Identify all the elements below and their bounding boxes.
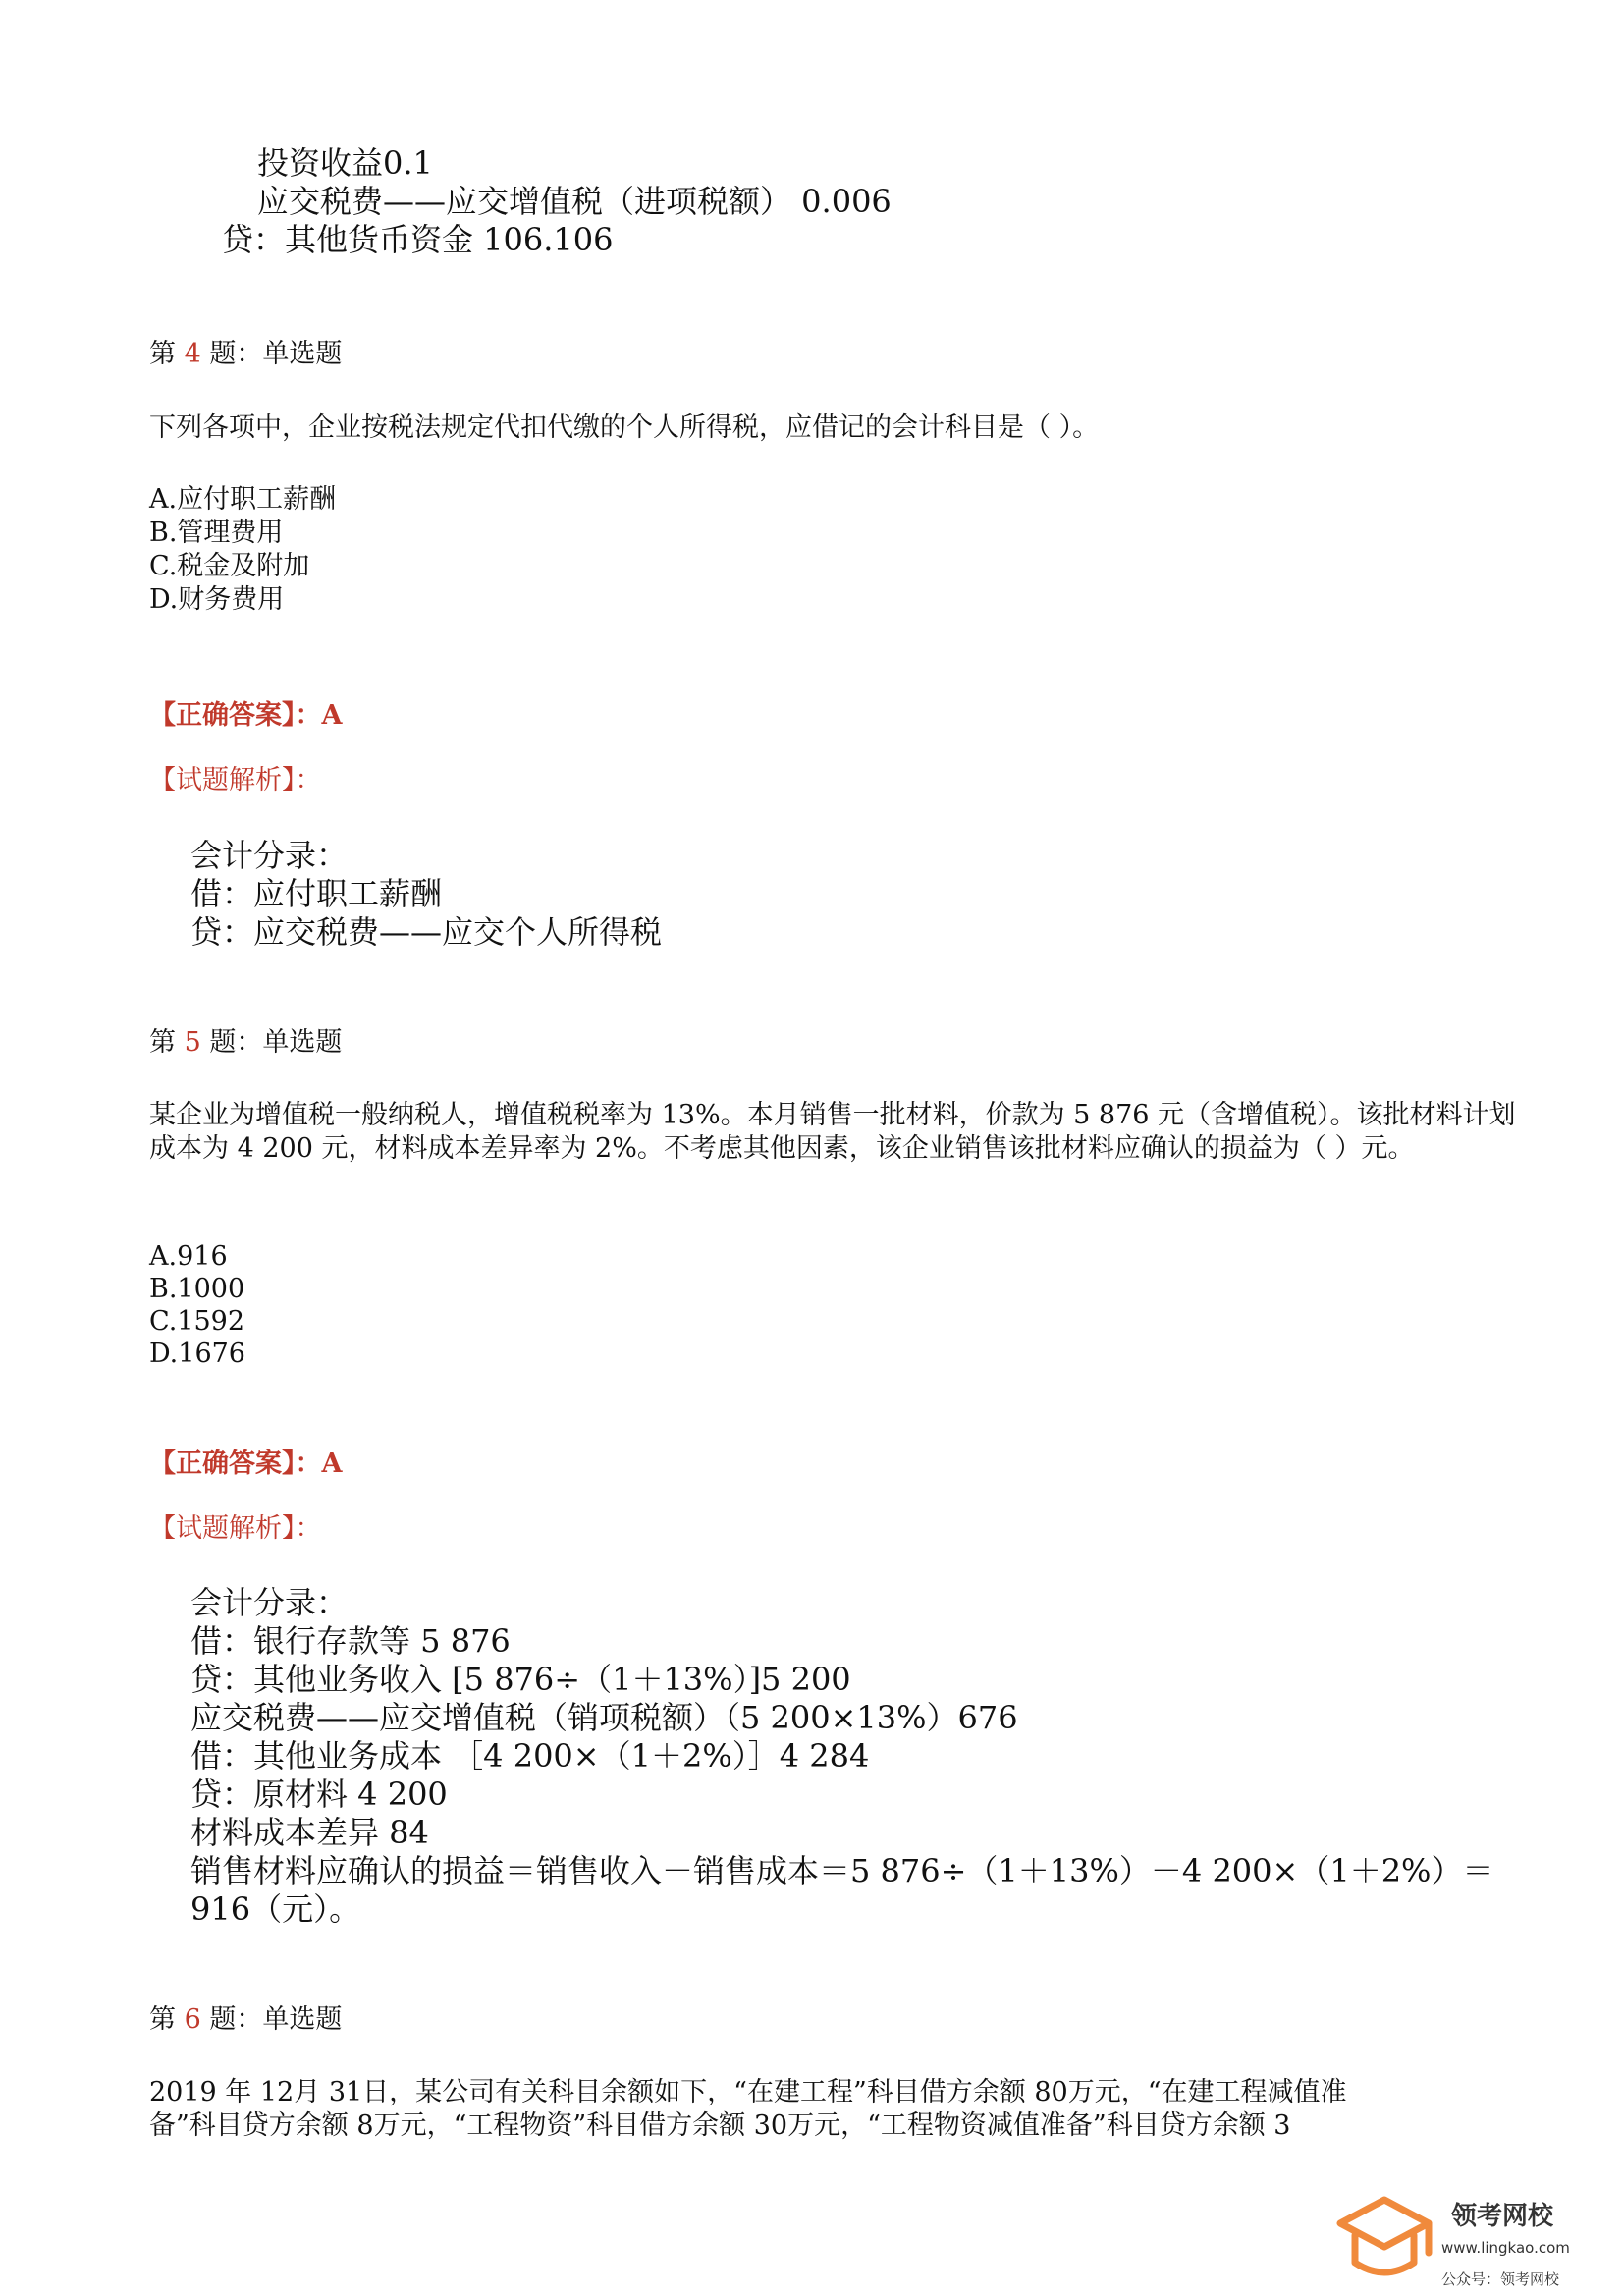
prev-entry-line-3: 贷：其他货币资金 106.106 <box>222 221 614 258</box>
q4-option-d: D.财务费用 <box>149 584 285 615</box>
logo-public-account: 公众号：领考网校 <box>1441 2270 1560 2288</box>
q5-option-b: B.1000 <box>149 1274 245 1304</box>
q4-header: 第 4 题：单选题 <box>149 339 343 369</box>
q5-option-a: A.916 <box>149 1241 228 1272</box>
q4-analysis-label: 【试题解析】： <box>149 765 322 795</box>
q5-analysis-line-8: 销售材料应确认的损益＝销售收入－销售成本＝5 876÷（1＋13%）－4 200×（1＋2%）＝ <box>190 1852 1494 1889</box>
q4-answer-value: A <box>321 700 343 731</box>
q6-header: 第 6 题：单选题 <box>149 2004 343 2035</box>
q4-answer <box>149 693 342 732</box>
q5-analysis-line-4: 应交税费——应交增值税（销项税额）（5 200×13%）676 <box>190 1699 1018 1736</box>
q5-answer-label: 【正确答案】： <box>149 1449 322 1479</box>
q4-option-b: B.管理费用 <box>149 518 284 548</box>
q6-stem-line-2: 备”科目贷方余额 8万元，“工程物资”科目借方余额 30万元，“工程物资减值准备”科目贷方余额 3 <box>149 2110 1291 2141</box>
q5-analysis-line-9: 916（元）。 <box>190 1890 361 1928</box>
q4-answer-label: 【正确答案】： <box>149 700 322 731</box>
q4-analysis-line-2: 借：应付职工薪酬 <box>190 875 443 912</box>
q4-option-a: A.应付职工薪酬 <box>149 484 337 515</box>
q4-option-c: C.税金及附加 <box>149 551 310 581</box>
q5-analysis-line-3: 贷：其他业务收入 [5 876÷（1＋13%）]5 200 <box>190 1661 851 1698</box>
q5-answer <box>149 1442 342 1480</box>
prev-entry-line-1: 投资收益0.1 <box>257 144 433 182</box>
q5-analysis-line-7: 材料成本差异 84 <box>190 1814 429 1851</box>
q5-option-d: D.1676 <box>149 1339 245 1369</box>
q5-analysis-line-6: 贷：原材料 4 200 <box>190 1776 448 1813</box>
q5-number: 5 <box>184 1027 201 1058</box>
q5-analysis-label: 【试题解析】： <box>149 1513 322 1544</box>
q4-analysis-line-1: 会计分录： <box>190 837 349 874</box>
q5-analysis-line-5: 借：其他业务成本 ［4 200×（1＋2%）］4 284 <box>190 1737 870 1775</box>
q5-analysis-line-1: 会计分录： <box>190 1584 349 1621</box>
q5-answer-value: A <box>321 1449 343 1479</box>
logo-url: www.lingkao.com <box>1441 2239 1570 2257</box>
logo-name: 领考网校 <box>1451 2202 1554 2231</box>
q5-header: 第 5 题：单选题 <box>149 1027 343 1058</box>
q6-number: 6 <box>184 2004 201 2035</box>
q5-analysis-line-2: 借：银行存款等 5 876 <box>190 1622 511 1660</box>
q4-number: 4 <box>184 339 201 369</box>
prev-entry-line-2: 应交税费——应交增值税（进项税额） 0.006 <box>257 183 892 220</box>
q5-stem: 某企业为增值税一般纳税人，增值税税率为 13%。本月销售一批材料，价款为 5 876 元（含增值税）。该批材料计划成本为 4 200 元，材料成本差异率为 2%。不考虑其他因素，该企业销售该批材料应确认的损益为（ ）元。 <box>149 1100 1516 1164</box>
q5-option-c: C.1592 <box>149 1306 244 1337</box>
q6-stem-line-1: 2019 年 12月 31日，某公司有关科目余额如下，“在建工程”科目借方余额 80万元，“在建工程减值准 <box>149 2077 1347 2107</box>
q4-stem: 下列各项中，企业按税法规定代扣代缴的个人所得税，应借记的会计科目是（ ）。 <box>149 412 1100 443</box>
q4-analysis-line-3: 贷：应交税费——应交个人所得税 <box>190 913 663 951</box>
